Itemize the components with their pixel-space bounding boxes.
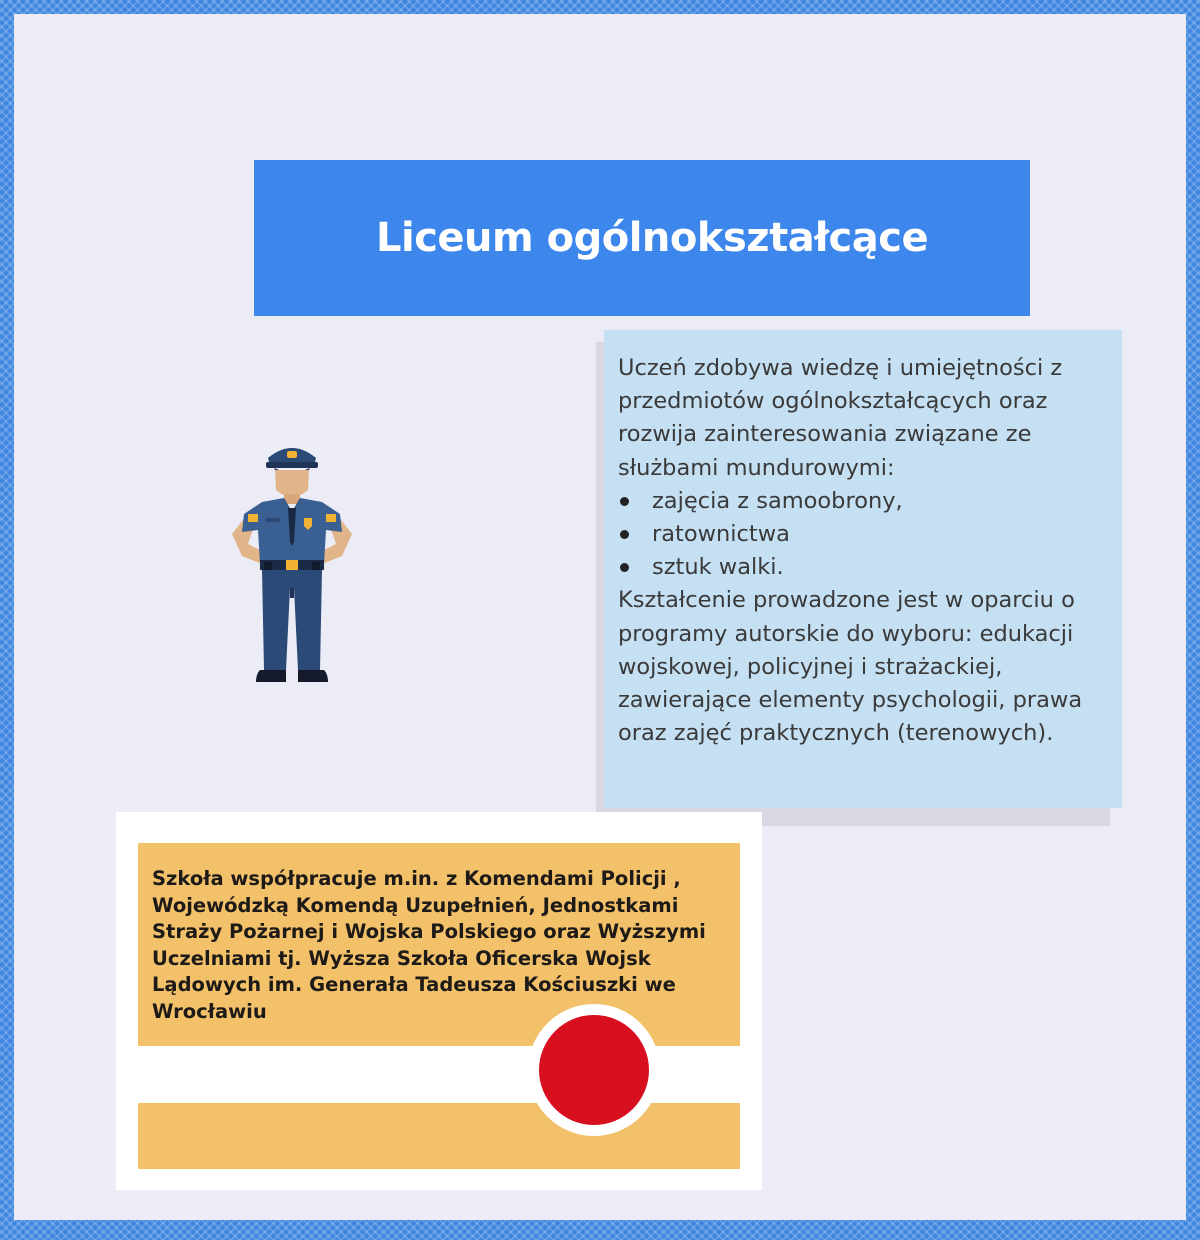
list-item <box>618 551 1108 584</box>
page-title: Liceum ogólnokształcące <box>376 215 929 261</box>
list-item <box>618 518 1108 551</box>
cooperation-text: Szkoła współpracuje m.in. z Komendami Policji , Wojewódzką Komendą Uzupełnień, Jednostkami Straży Pożarnej i Wojska Polskiego oraz Wyższymi Uczelniami tj. Wyższa Szkoła Oficerska Wojsk Lądowych im. Generała Tadeusza Kościuszki we Wrocławiu <box>152 867 706 1023</box>
cooperation-card-bottom-band <box>138 1103 740 1169</box>
list-item-label: zajęcia z samoobrony, <box>652 487 903 514</box>
info-outro: Kształcenie prowadzone jest w oparciu o programy autorskie do wyboru: edukacji wojskowej, policyjnej i strażackiej, zawierające elementy psychologii, prawa oraz zajęć praktycznych (terenowych). <box>618 587 1083 747</box>
list-item <box>618 485 1108 518</box>
list-item-label: ratownictwa <box>652 521 790 548</box>
info-intro: Uczeń zdobywa wiedzę i umiejętności z przedmiotów ogólnokształcących oraz rozwija zainteresowania związane ze służbami mundurowymi: <box>618 355 1063 481</box>
bullet-icon <box>620 530 629 539</box>
info-list <box>618 485 1108 585</box>
red-seal-icon <box>539 1015 649 1125</box>
list-item-label: sztuk walki. <box>652 554 784 581</box>
police-officer-icon <box>222 438 362 688</box>
bullet-icon <box>620 563 629 572</box>
info-card <box>604 330 1122 808</box>
title-banner <box>254 160 1030 316</box>
bullet-icon <box>620 497 629 506</box>
